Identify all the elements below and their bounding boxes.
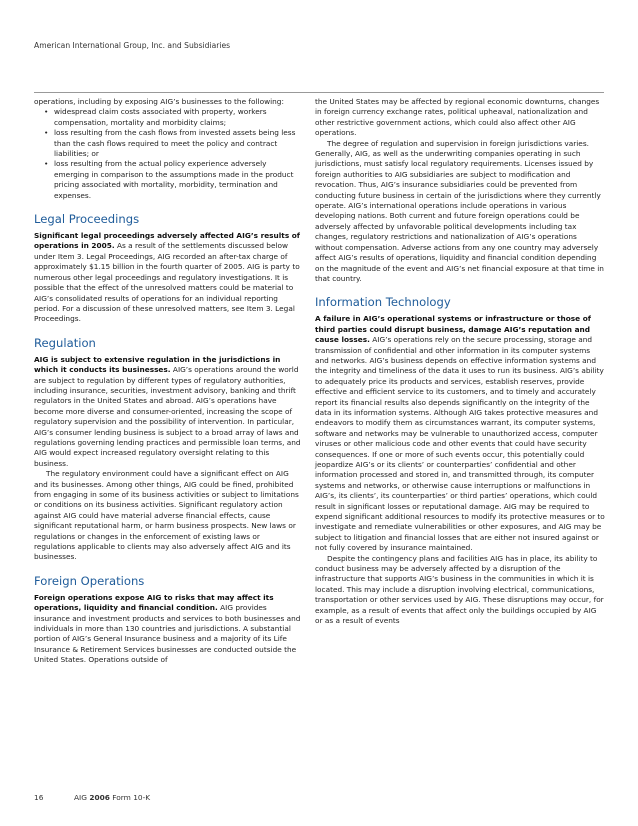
foreign-body: AIG provides insurance and investment products and services to both businesses and individuals in more than 130 countries and jurisdictions. A substantial portion of AIG’s General Insurance business and a majority of its Life Insurance & Retirement Services businesses are conducted outside the United States. Operations outside of — [34, 603, 301, 665]
contingency-paragraph: Despite the contingency plans and facilities AIG has in place, its ability to conduct business may be adversely affected by a disruption of the infrastructure that supports AIG’s business in the communities in which it is located. This may include a disruption involving electrical, communications, transportation or other services used by AIG. These disruptions may occur, for example, as a result of events that affect only the buildings occupied by AIG or as a result of events — [315, 553, 604, 626]
risk-bullet-list — [34, 107, 303, 201]
legal-lead: Significant legal proceedings adversely affected AIG’s results of operations in 2005. — [34, 231, 300, 251]
list-item: • loss resulting from the cash flows from invested assets being less than the cash flows required to meet the policy and contract liabilities; or — [34, 128, 303, 159]
list-item: • widespread claim costs associated with property, workers compensation, mortality and morbidity claims; — [34, 107, 303, 128]
it-lead: A failure in AIG’s operational systems or infrastructure or those of third parties could disrupt business, damage AIG’s reputation and cause losses. — [315, 314, 591, 345]
regulation-paragraph — [34, 355, 303, 469]
running-header: American International Group, Inc. and Subsidiaries — [34, 41, 231, 50]
regulation-paragraph-2: The regulatory environment could have a significant effect on AIG and its businesses. Among other things, AIG could be fined, prohibited from engaging in some of its business activities or subject to limitations or conditions on its business activities. Significant regulatory action against AIG could have material adverse financial effects, cause significant reputational harm, or harm business prospects. New laws or regulations or changes in the enforcement of existing laws or regulations applicable to clients may also adversely affect AIG and its businesses. — [34, 469, 299, 562]
legal-proceedings-heading: Legal Proceedings — [34, 212, 140, 227]
information-technology-heading: Information Technology — [315, 295, 451, 310]
legal-body: As a result of the settlements discussed below under Item 3. Legal Proceedings, AIG recorded an after-tax charge of approximately $1.15 billion in the fourth quarter of 2005. AIG is party to numerous other legal proceedings and regulatory investigations. It is possible that the effect of the unresolved matters could be material to AIG’s consolidated results of operations for an individual reporting period. For a discussion of these unresolved matters, see Item 3. Legal Proceedings. — [34, 241, 300, 324]
foreign-lead: Foreign operations expose AIG to risks that may affect its operations, liquidity and financial condition. — [34, 592, 274, 613]
legal-proceedings-paragraph — [34, 231, 303, 325]
list-item: • loss resulting from the actual policy experience adversely emerging in comparison to the assumptions made in the product pricing associated with mortality, morbidity, termination and expenses. — [34, 159, 303, 201]
regulation-body: AIG’s operations around the world are subject to regulation by different types of regulatory authorities, including insurance, securities, investment advisory, banking and thrift regulators in the United States and abroad. AIG’s operations have become more diverse and consumer-oriented, increasing the scope of regulatory supervision and the possibility of intervention. In particular, AIG’s consumer lending business is subject to a broad array of laws and regulations governing lending practices and permissible loan terms, and AIG would expect increased regulatory oversight relating to this business. — [34, 365, 301, 468]
foreign-operations-heading: Foreign Operations — [34, 573, 145, 588]
footer-year: 2006 — [89, 793, 110, 802]
regulation-lead: AIG is subject to extensive regulation in the jurisdictions in which it conducts its businesses. — [34, 354, 281, 375]
regulation-heading: Regulation — [34, 335, 96, 350]
foreign-regulation-paragraph: The degree of regulation and supervision in foreign jurisdictions varies. Generally, AIG, as well as the underwriting companies operating in such jurisdictions, must satisfy local regulatory requirements. Licenses issued by foreign authorities to AIG subsidiaries are subject to modification and revocation. Thus, AIG’s insurance subsidiaries could be prevented from conducting future business in certain of the jurisdictions where they currently operate. AIG’s international operations include operations in various developing nations. Both current and future foreign operations could be adversely affected by unfavorable political developments including tax changes, regulatory restrictions and nationalization of AIG’s operations without compensation. Adverse actions from any one country may adversely affect AIG’s results of operations, liquidity and financial condition depending on the magnitude of the event and AIG’s net financial exposure at that time in that country. — [315, 138, 604, 283]
foreign-operations-paragraph — [34, 593, 303, 666]
information-technology-paragraph — [315, 314, 605, 553]
foreign-continued-paragraph: the United States may be affected by regional economic downturns, changes in foreign currency exchange rates, political upheaval, nationalization and other restrictive government actions, which could also affect other AIG operations. — [315, 97, 600, 138]
it-body: AIG’s operations rely on the secure processing, storage and transmission of confidential and other information in its computer systems and networks. AIG’s business depends on effective information systems and the integrity and timeliness of the data it uses to run its business. AIG’s ability to adequately price its products and services, establish reserves, provide effective and efficient service to its customers, and to timely and accurately report its financial results also depends significantly on the integrity of the data in its information systems. Although AIG takes protective measures and endeavors to modify them as circumstances warrant, its computer systems, software and networks may be vulnerable to unauthorized access, computer viruses or other malicious code and other events that could have security consequences. If one or more of such events occur, this potentially could jeopardize AIG’s or its clients’ or counterparties’ confidential and other information processed and stored in, and transmitted through, its computer systems and networks, or otherwise cause interruptions or malfunctions in AIG’s, its clients’, its counterparties’ or third parties’ operations, which could result in significant losses or reputational damage. AIG may be required to expend significant additional resources to modify its protective measures or to investigate and remediate vulnerabilities or other exposures, and AIG may be subject to litigation and financial losses that are either not insured against or not fully covered by insurance maintained. — [315, 335, 605, 553]
right-column — [315, 97, 605, 627]
page-number: 16 — [34, 793, 44, 802]
page-footer — [34, 793, 150, 802]
intro-paragraph: operations, including by exposing AIG’s businesses to the following: — [34, 97, 284, 106]
header-rule — [34, 92, 604, 93]
footer-form: Form 10-K — [112, 793, 151, 802]
left-column — [34, 97, 303, 666]
footer-company: AIG — [74, 793, 87, 802]
